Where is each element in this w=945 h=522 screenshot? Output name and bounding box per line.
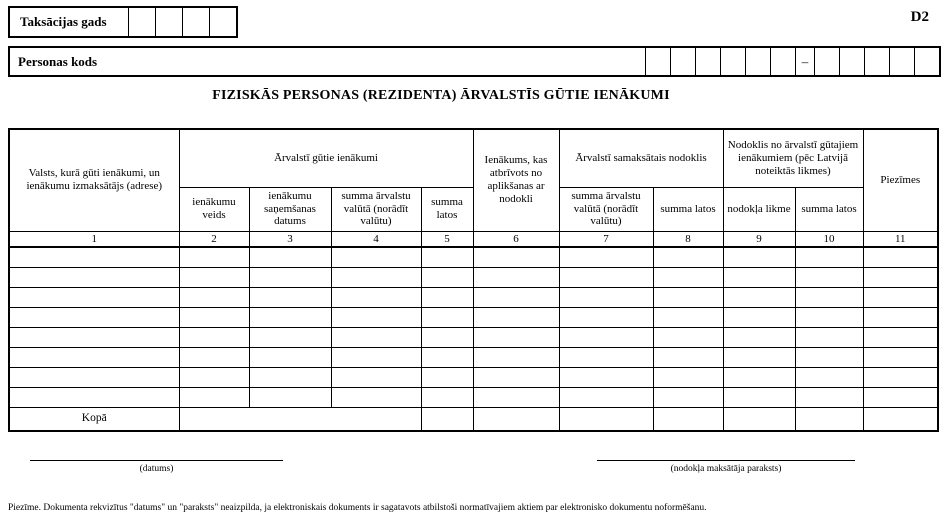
data-cell[interactable]: [249, 287, 331, 307]
table-footer-body: [9, 407, 938, 431]
data-cell[interactable]: [863, 267, 938, 287]
data-cell[interactable]: [863, 367, 938, 387]
data-cell[interactable]: [421, 287, 473, 307]
data-cell[interactable]: [9, 327, 179, 347]
data-cell[interactable]: [421, 347, 473, 367]
data-cell[interactable]: [863, 287, 938, 307]
data-cell[interactable]: [9, 267, 179, 287]
personal-code-digit-cell[interactable]: [839, 48, 864, 75]
data-cell[interactable]: [863, 347, 938, 367]
data-cell[interactable]: [863, 387, 938, 407]
total-cell[interactable]: [421, 407, 473, 431]
column-number-row: [9, 231, 938, 247]
group-latvia-tax-header: Nodoklis no ārvalstī gūtajiem ienākumiem (pēc Latvijā noteiktās likmes): [723, 129, 863, 187]
date-label: (datums): [139, 464, 174, 474]
col11-header: Piezīmes: [863, 129, 938, 231]
data-cell[interactable]: [331, 327, 421, 347]
data-cell[interactable]: [653, 347, 723, 367]
data-cell[interactable]: [179, 267, 249, 287]
data-cell[interactable]: [249, 367, 331, 387]
data-cell[interactable]: [559, 307, 653, 327]
data-cell[interactable]: [473, 367, 559, 387]
tax-year-cells: [128, 8, 236, 36]
total-cell[interactable]: [723, 407, 795, 431]
column-number: 5: [421, 231, 473, 247]
table-body: [9, 247, 938, 407]
data-cell[interactable]: [331, 287, 421, 307]
col5-header: summa latos: [421, 187, 473, 231]
data-cell[interactable]: [559, 247, 653, 267]
page-title: FIZISKĀS PERSONAS (REZIDENTA) ĀRVALSTĪS GŪTIE IENĀKUMI: [212, 88, 670, 103]
table-row: [9, 247, 938, 267]
data-cell[interactable]: [249, 247, 331, 267]
personal-code-digit-cell[interactable]: [745, 48, 770, 75]
col3-header: ienākumu saņemšanas datums: [249, 187, 331, 231]
data-cell[interactable]: [653, 287, 723, 307]
col4-header: summa ārvalstu valūtā (norādīt valūtu): [331, 187, 421, 231]
column-number: 8: [653, 231, 723, 247]
data-cell[interactable]: [179, 347, 249, 367]
col9-header: nodokļa likme: [723, 187, 795, 231]
data-cell[interactable]: [249, 327, 331, 347]
data-cell[interactable]: [331, 247, 421, 267]
column-number: 1: [9, 231, 179, 247]
personal-code-cells: [645, 48, 939, 75]
data-cell[interactable]: [795, 247, 863, 267]
data-cell[interactable]: [559, 327, 653, 347]
data-cell[interactable]: [9, 287, 179, 307]
data-cell[interactable]: [9, 307, 179, 327]
data-cell[interactable]: [795, 287, 863, 307]
spacer: [107, 8, 128, 36]
data-cell[interactable]: [473, 327, 559, 347]
data-cell[interactable]: [653, 247, 723, 267]
header-row-groups: [9, 129, 938, 187]
data-cell[interactable]: [723, 367, 795, 387]
table-row: [9, 347, 938, 367]
personal-code-digit-cell[interactable]: [864, 48, 889, 75]
table-row: [9, 307, 938, 327]
total-merged-cell[interactable]: [179, 407, 421, 431]
data-cell[interactable]: [723, 347, 795, 367]
data-cell[interactable]: [421, 327, 473, 347]
column-number: 3: [249, 231, 331, 247]
personal-code-group2: [814, 48, 939, 75]
data-cell[interactable]: [559, 347, 653, 367]
data-cell[interactable]: [473, 267, 559, 287]
data-cell[interactable]: [559, 267, 653, 287]
column-number: 6: [473, 231, 559, 247]
col10-header: summa latos: [795, 187, 863, 231]
date-signature-area: [30, 460, 283, 474]
personal-code-digit-cell[interactable]: [645, 48, 670, 75]
data-cell[interactable]: [723, 287, 795, 307]
data-cell[interactable]: [795, 327, 863, 347]
data-cell[interactable]: [9, 367, 179, 387]
data-cell[interactable]: [179, 287, 249, 307]
col7-header: summa ārvalstu valūtā (norādīt valūtu): [559, 187, 653, 231]
data-cell[interactable]: [179, 307, 249, 327]
data-cell[interactable]: [795, 267, 863, 287]
col8-header: summa latos: [653, 187, 723, 231]
spacer: [97, 48, 645, 75]
data-cell[interactable]: [9, 247, 179, 267]
data-cell[interactable]: [795, 347, 863, 367]
data-cell[interactable]: [653, 267, 723, 287]
data-cell[interactable]: [331, 387, 421, 407]
data-cell[interactable]: [473, 307, 559, 327]
data-cell[interactable]: [863, 327, 938, 347]
personal-code-digit-cell[interactable]: [770, 48, 795, 75]
tax-year-digit-cell[interactable]: [155, 8, 182, 36]
data-cell[interactable]: [559, 387, 653, 407]
data-cell[interactable]: [653, 367, 723, 387]
data-cell[interactable]: [421, 387, 473, 407]
total-row: [9, 407, 938, 431]
footer-note: Piezīme. Dokumenta rekvizītus "datums" un "paraksts" neaizpilda, ja elektroniskais dokuments ir sagatavots atbilstoši normatīvajiem aktiem par elektronisko dokumentu noformēšanu.: [8, 503, 707, 513]
group-foreign-tax-header: Ārvalstī samaksātais nodoklis: [559, 129, 723, 187]
data-cell[interactable]: [473, 387, 559, 407]
data-cell[interactable]: [9, 347, 179, 367]
tax-year-box: [8, 6, 238, 38]
data-cell[interactable]: [723, 267, 795, 287]
personal-code-digit-cell[interactable]: [814, 48, 839, 75]
col1-header: Valsts, kurā gūti ienākumi, un ienākumu izmaksātājs (adrese): [9, 129, 179, 231]
data-cell[interactable]: [249, 307, 331, 327]
data-cell[interactable]: [249, 347, 331, 367]
data-cell[interactable]: [863, 247, 938, 267]
data-cell[interactable]: [249, 267, 331, 287]
total-cell[interactable]: [559, 407, 653, 431]
tax-year-digit-cell[interactable]: [209, 8, 236, 36]
col2-header: ienākumu veids: [179, 187, 249, 231]
total-cell[interactable]: [863, 407, 938, 431]
data-cell[interactable]: [331, 307, 421, 327]
data-cell[interactable]: [723, 387, 795, 407]
data-cell[interactable]: [331, 367, 421, 387]
total-label-cell: Kopā: [9, 407, 179, 431]
data-cell[interactable]: [559, 287, 653, 307]
data-cell[interactable]: [473, 287, 559, 307]
data-cell[interactable]: [863, 307, 938, 327]
income-table-wrap: [8, 128, 939, 432]
group-foreign-income-header: Ārvalstī gūtie ienākumi: [179, 129, 473, 187]
income-table: [8, 128, 939, 432]
data-cell[interactable]: [179, 367, 249, 387]
total-cell[interactable]: [795, 407, 863, 431]
total-cell[interactable]: [473, 407, 559, 431]
data-cell[interactable]: [249, 387, 331, 407]
column-number: 2: [179, 231, 249, 247]
data-cell[interactable]: [421, 367, 473, 387]
personal-code-digit-cell[interactable]: [889, 48, 914, 75]
data-cell[interactable]: [653, 387, 723, 407]
signature-label: (nodokļa maksātāja paraksts): [670, 464, 782, 474]
data-cell[interactable]: [179, 387, 249, 407]
table-row: [9, 287, 938, 307]
data-cell[interactable]: [179, 247, 249, 267]
data-cell[interactable]: [723, 307, 795, 327]
table-row: [9, 367, 938, 387]
data-cell[interactable]: [9, 387, 179, 407]
data-cell[interactable]: [473, 247, 559, 267]
data-cell[interactable]: [421, 247, 473, 267]
data-cell[interactable]: [795, 387, 863, 407]
column-number: 4: [331, 231, 421, 247]
data-cell[interactable]: [723, 247, 795, 267]
form-code: D2: [910, 9, 929, 25]
column-number: 7: [559, 231, 653, 247]
tax-year-label: Taksācijas gads: [20, 14, 107, 29]
column-number: 10: [795, 231, 863, 247]
col6-header: Ienākums, kas atbrīvots no aplikšanas ar nodokli: [473, 129, 559, 231]
data-cell[interactable]: [559, 367, 653, 387]
data-cell[interactable]: [653, 307, 723, 327]
table-row: [9, 327, 938, 347]
data-cell[interactable]: [473, 347, 559, 367]
tax-year-digit-cell[interactable]: [182, 8, 209, 36]
data-cell[interactable]: [421, 307, 473, 327]
column-number: 11: [863, 231, 938, 247]
table-row: [9, 387, 938, 407]
data-cell[interactable]: [723, 327, 795, 347]
data-cell[interactable]: [795, 367, 863, 387]
data-cell[interactable]: [421, 267, 473, 287]
personal-code-digit-cell[interactable]: [720, 48, 745, 75]
data-cell[interactable]: [179, 327, 249, 347]
total-cell[interactable]: [653, 407, 723, 431]
tax-year-digit-cell[interactable]: [128, 8, 155, 36]
data-cell[interactable]: [331, 347, 421, 367]
data-cell[interactable]: [795, 307, 863, 327]
personal-code-bar: [8, 46, 941, 77]
column-number: 9: [723, 231, 795, 247]
personal-code-digit-cell[interactable]: [914, 48, 939, 75]
personal-code-separator: –: [795, 48, 814, 75]
data-cell[interactable]: [331, 267, 421, 287]
personal-code-group1: [645, 48, 795, 75]
personal-code-digit-cell[interactable]: [695, 48, 720, 75]
personal-code-label: Personas kods: [18, 53, 98, 69]
data-cell[interactable]: [653, 327, 723, 347]
personal-code-digit-cell[interactable]: [670, 48, 695, 75]
table-row: [9, 267, 938, 287]
taxpayer-signature-area: [597, 460, 855, 474]
